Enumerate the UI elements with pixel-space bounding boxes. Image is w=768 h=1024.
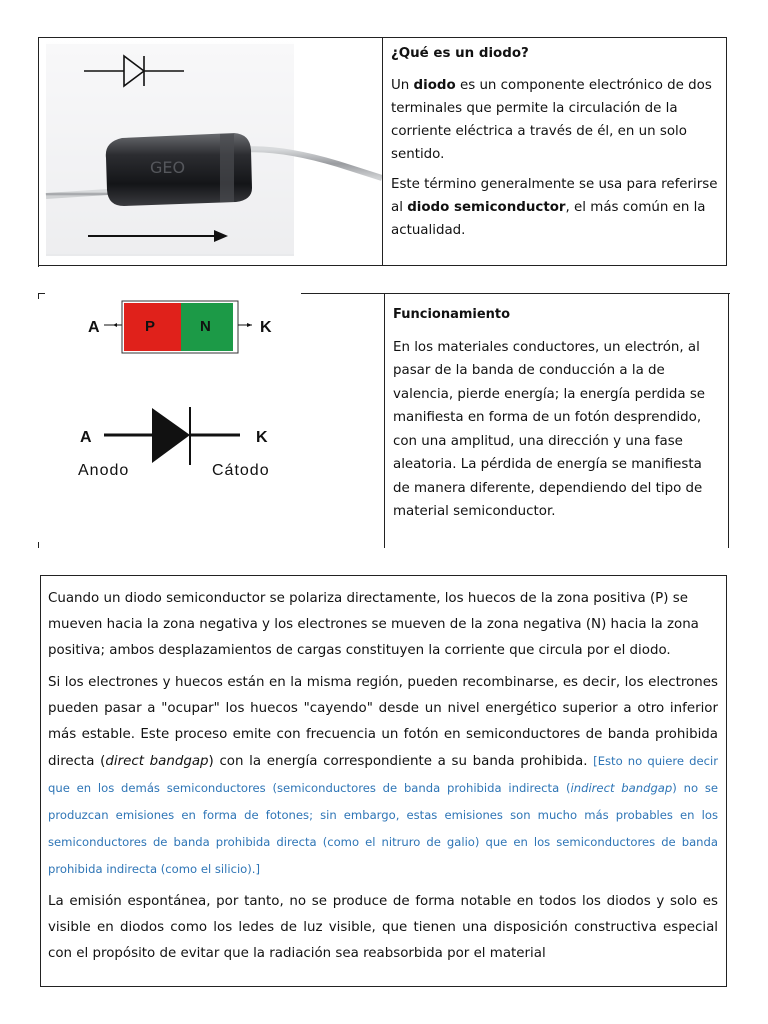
anode-label: Anodo	[78, 462, 130, 479]
section-1-heading: ¿Qué es un diodo?	[391, 46, 529, 61]
diode-symbol-large-icon	[104, 407, 240, 465]
pn-label-a: A	[88, 319, 100, 336]
section-2-table	[38, 293, 730, 548]
section-1-paragraph-2: Este término generalmente se usa para referirse al diodo semiconductor, el más común en la actualidad.	[391, 177, 718, 238]
cathode-label: Cátodo	[212, 462, 270, 479]
pn-diagram-cell	[38, 293, 384, 548]
n-region-label: N	[200, 318, 211, 335]
pn-junction-diagram	[38, 293, 384, 548]
photo-marking-text: GEO	[150, 158, 186, 177]
section-2-text	[384, 293, 728, 548]
section-3-paragraph-3: La emisión espontánea, por tanto, no se produce de forma notable en todos los diodos y solo es visible en diodos como los ledes de luz visible, que tienen una disposición constructiva especial con el propósito de evitar que la radiación sea reabsorbida por el material	[48, 894, 718, 961]
symbol-label-k: K	[256, 429, 268, 446]
p-region-label: P	[145, 318, 156, 335]
section-3-paragraph-1: Cuando un diodo semiconductor se polariza directamente, los huecos de la zona positiva (P) se mueven hacia la zona negativa y los electrones se mueven de la zona negativa (N) hacia la zona positiva; ambos desplazamientos de cargas constituyen la corriente que circula por el diodo.	[48, 591, 699, 658]
symbol-label-a: A	[80, 429, 92, 446]
diode-photo-cell	[38, 38, 382, 265]
diode-body	[106, 133, 252, 206]
section-3-note: [Esto no quiere decir que en los demás semiconductores (semiconductores de banda prohibida indirecta (indirect bandgap) no se produzcan emisiones en forma de fotones; sin embargo, estas emisiones son mucho más probables en los semiconductores de banda prohibida directa (como el nitruro de galio) que en los semiconductores de banda prohibida indirecta (como el silicio).]	[48, 754, 719, 876]
section-1-text	[382, 38, 726, 265]
pn-label-k: K	[260, 319, 272, 336]
section-1-table	[38, 37, 727, 266]
section-2-heading: Funcionamiento	[393, 307, 511, 322]
section-3-text-box	[40, 575, 727, 987]
diode-photo	[38, 38, 382, 265]
section-1-paragraph-1: Un diodo es un componente electrónico de dos terminales que permite la circulación de la corriente eléctrica a través de él, en un solo sentido.	[391, 78, 712, 162]
section-3-paragraph-2: Si los electrones y huecos están en la misma región, pueden recombinarse, es decir, los electrones pueden pasar a "ocupar" los huecos "cayendo" desde un nivel energético superior a otro inferior más estable. Este proceso emite con frecuencia un fotón en semiconductores de banda prohibida directa (direct bandgap) con la energía correspondiente a su banda prohibida. [Esto no quiere decir que en los demás semiconductores (semiconductores de banda prohibida indirecta (indirect bandgap) no se produzcan emisiones en forma de fotones; sin embargo, estas emisiones son mucho más probables en los semiconductores de banda prohibida directa (como el nitruro de galio) que en los semiconductores de banda prohibida indirecta (como el silicio).]	[48, 675, 719, 876]
section-2-paragraph: En los materiales conductores, un electrón, al pasar de la banda de conducción a la de valencia, pierde energía; la energía perdida se manifiesta en forma de un fotón desprendido, con una amplitud, una dirección y una fase aleatoria. La pérdida de energía se manifiesta de manera diferente, dependiendo del tipo de material semiconductor.	[393, 339, 706, 519]
